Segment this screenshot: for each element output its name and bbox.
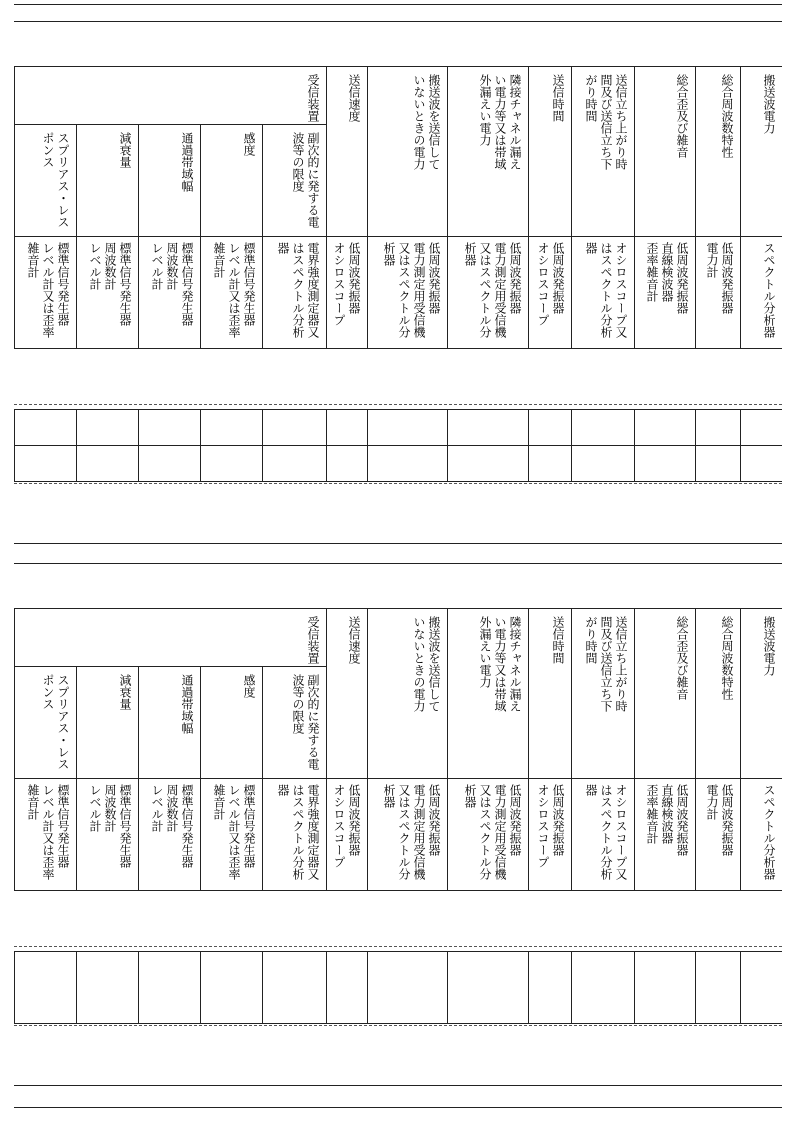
measurement-item: 搬送波電力: [762, 74, 776, 134]
measurement-item: スプリアス・レス ポンス: [41, 132, 70, 228]
measurement-item: 送信時間: [551, 616, 565, 664]
measurement-item: 隣接チャネル漏え い電力等又は帯域 外漏えい電力: [478, 74, 522, 170]
blank-column-divider: [634, 951, 635, 1023]
measurement-item: 総合歪及び雑音: [675, 616, 689, 700]
table-border-top: [14, 66, 782, 67]
instrument-name: 標準信号発生器 レベル計又は歪率 雑音計: [26, 242, 70, 338]
blank-table-top: [14, 951, 782, 952]
column-divider: [528, 66, 529, 348]
column-divider: [14, 608, 15, 890]
blank-table-bottom: [14, 481, 782, 482]
measurement-item: 搬送波を送信して いないときの電力: [412, 74, 441, 170]
instrument-name: 標準信号発生器 周波数計 レベル計: [88, 784, 132, 868]
blank-column-divider: [571, 951, 572, 1023]
instrument-name: オシロスコープ又 はスペクトル分析 器: [584, 242, 628, 338]
blank-column-divider: [138, 951, 139, 1023]
measurement-item: 副次的に発する電 波等の限度: [291, 132, 320, 228]
column-divider: [447, 608, 448, 890]
blank-column-divider: [528, 409, 529, 481]
dashed-separator: [14, 946, 782, 947]
blank-column-divider: [326, 951, 327, 1023]
column-divider: [740, 608, 741, 890]
blank-column-divider: [695, 951, 696, 1023]
blank-column-divider: [200, 409, 201, 481]
instrument-name: 標準信号発生器 周波数計 レベル計: [150, 242, 194, 326]
instrument-name: 低周波発振器 電力測定用受信機 又はスペクトル分 析器: [463, 242, 522, 338]
blank-column-divider: [447, 409, 448, 481]
column-divider: [200, 666, 201, 890]
instrument-name: 標準信号発生器 レベル計又は歪率 雑音計: [212, 784, 256, 880]
blank-column-divider: [634, 409, 635, 481]
column-divider: [138, 666, 139, 890]
instrument-name: オシロスコープ又 はスペクトル分析 器: [584, 784, 628, 880]
column-divider: [138, 124, 139, 348]
column-divider: [367, 66, 368, 348]
measurement-item: 通過帯域幅: [180, 132, 194, 192]
measurement-item: 送信立ち上がり時 間及び送信立ち下 がり時間: [584, 74, 628, 170]
measurement-item: 減衰量: [118, 674, 132, 710]
page-rule: [14, 543, 782, 544]
column-divider: [200, 124, 201, 348]
header-divider: [14, 666, 326, 667]
column-divider: [326, 66, 327, 348]
column-divider: [634, 608, 635, 890]
instrument-name: 低周波発振器 直線検波器 歪率雑音計: [645, 784, 689, 856]
column-divider: [76, 124, 77, 348]
measurement-item: 搬送波電力: [762, 616, 776, 676]
column-divider: [571, 66, 572, 348]
instrument-name: 低周波発振器 電力計: [705, 784, 734, 856]
instrument-name: 電界強度測定器又 はスペクトル分析 器: [276, 784, 320, 880]
header-divider: [14, 778, 782, 779]
blank-column-divider: [262, 951, 263, 1023]
blank-column-divider: [528, 951, 529, 1023]
measurement-item: 送信速度: [347, 616, 361, 664]
column-divider: [695, 66, 696, 348]
measurement-item: 総合周波数特性: [720, 74, 734, 158]
blank-table-top: [14, 409, 782, 410]
blank-column-divider: [76, 409, 77, 481]
column-divider: [262, 124, 263, 348]
instrument-name: 低周波発振器 オシロスコープ: [332, 242, 361, 326]
blank-column-divider: [262, 409, 263, 481]
instrument-name: 標準信号発生器 レベル計又は歪率 雑音計: [212, 242, 256, 338]
blank-column-divider: [200, 951, 201, 1023]
dashed-separator: [14, 404, 782, 405]
measurement-item: 感度: [242, 132, 256, 156]
measurement-item: 送信立ち上がり時 間及び送信立ち下 がり時間: [584, 616, 628, 712]
instrument-name: 標準信号発生器 周波数計 レベル計: [150, 784, 194, 868]
column-divider: [262, 666, 263, 890]
blank-column-divider: [740, 409, 741, 481]
measurement-item: 通過帯域幅: [180, 674, 194, 734]
instrument-name: スペクトル分析器: [762, 784, 776, 880]
column-divider: [634, 66, 635, 348]
blank-column-divider: [447, 951, 448, 1023]
instrument-name: 低周波発振器 オシロスコープ: [332, 784, 361, 868]
instrument-name: 電界強度測定器又 はスペクトル分析 器: [276, 242, 320, 338]
column-divider: [76, 666, 77, 890]
blank-column-divider: [76, 951, 77, 1023]
measurement-item: 副次的に発する電 波等の限度: [291, 674, 320, 770]
instrument-name: 低周波発振器 オシロスコープ: [536, 242, 565, 326]
instrument-name: 低周波発振器 オシロスコープ: [536, 784, 565, 868]
measurement-item: 送信時間: [551, 74, 565, 122]
blank-column-divider: [138, 409, 139, 481]
page-rule: [14, 1107, 782, 1108]
measurement-item: 総合歪及び雑音: [675, 74, 689, 158]
table-border-bottom: [14, 890, 782, 891]
table-border-top: [14, 608, 782, 609]
blank-column-divider: [367, 409, 368, 481]
instrument-name: 低周波発振器 電力測定用受信機 又はスペクトル分 析器: [382, 242, 441, 338]
blank-column-divider: [326, 409, 327, 481]
column-divider: [571, 608, 572, 890]
instrument-name: スペクトル分析器: [762, 242, 776, 338]
column-divider: [740, 66, 741, 348]
header-divider: [14, 236, 782, 237]
measurement-item: 総合周波数特性: [720, 616, 734, 700]
page-rule: [14, 563, 782, 564]
instrument-name: 低周波発振器 電力測定用受信機 又はスペクトル分 析器: [463, 784, 522, 880]
blank-table-bottom: [14, 951, 782, 1023]
page-rule: [14, 1085, 782, 1086]
instrument-name: 低周波発振器 直線検波器 歪率雑音計: [645, 242, 689, 314]
blank-column-divider: [571, 409, 572, 481]
measurement-item: 送信速度: [347, 74, 361, 122]
page-rule: [14, 21, 782, 22]
blank-column-divider: [740, 951, 741, 1023]
blank-column-divider: [367, 951, 368, 1023]
blank-column-divider: [14, 951, 15, 1023]
instrument-name: 低周波発振器 電力測定用受信機 又はスペクトル分 析器: [382, 784, 441, 880]
blank-table-bottom: [14, 1023, 782, 1024]
dashed-separator: [14, 1025, 782, 1026]
instrument-name: 低周波発振器 電力計: [705, 242, 734, 314]
column-divider: [447, 66, 448, 348]
page-rule: [14, 4, 782, 5]
column-divider: [528, 608, 529, 890]
blank-column-divider: [695, 409, 696, 481]
column-divider: [14, 66, 15, 348]
column-divider: [367, 608, 368, 890]
measurement-item: 感度: [242, 674, 256, 698]
header-divider: [14, 124, 326, 125]
column-divider: [326, 608, 327, 890]
measurement-item: 隣接チャネル漏え い電力等又は帯域 外漏えい電力: [478, 616, 522, 712]
table-border-bottom: [14, 348, 782, 349]
blank-column-divider: [14, 409, 15, 481]
blank-row-divider: [14, 445, 782, 446]
measurement-item: スプリアス・レス ポンス: [41, 674, 70, 770]
instrument-name: 標準信号発生器 レベル計又は歪率 雑音計: [26, 784, 70, 880]
column-divider: [695, 608, 696, 890]
group-label-receiver: 受信装置: [306, 74, 320, 122]
instrument-name: 標準信号発生器 周波数計 レベル計: [88, 242, 132, 326]
group-label-receiver: 受信装置: [306, 616, 320, 664]
measurement-item: 搬送波を送信して いないときの電力: [412, 616, 441, 712]
dashed-separator: [14, 483, 782, 484]
measurement-item: 減衰量: [118, 132, 132, 168]
